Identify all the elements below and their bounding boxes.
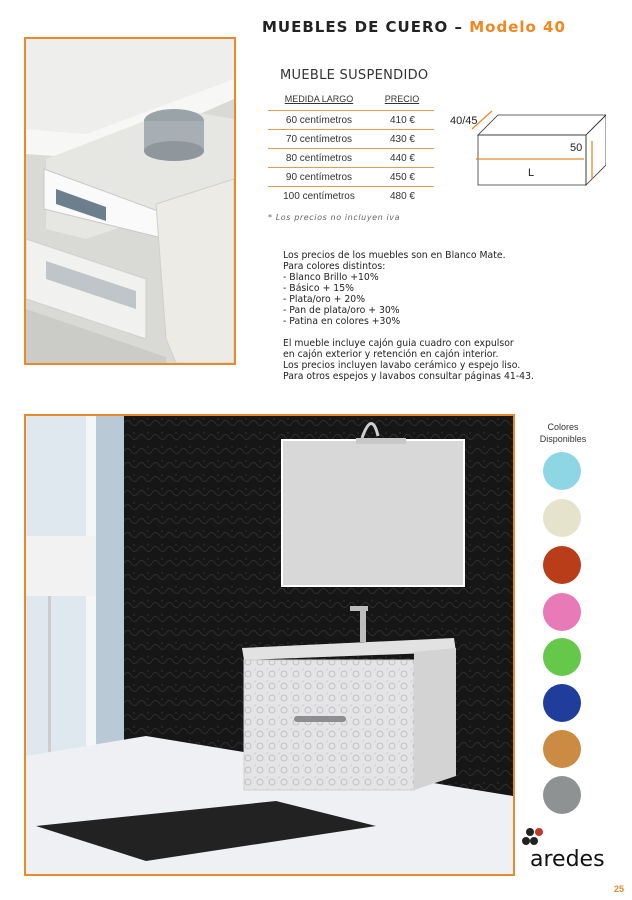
info-line: El mueble incluye cajón guia cuadro con expulsor (283, 338, 514, 349)
price-cell: 450 € (370, 168, 434, 187)
info-line: - Blanco Brillo +10% (283, 272, 379, 283)
bathroom-scene-illustration (26, 416, 513, 874)
table-row (268, 130, 434, 149)
pricing-info (283, 250, 603, 393)
bathroom-scene-photo (24, 414, 515, 876)
price-cell: 440 € (370, 149, 434, 168)
table-row (268, 149, 434, 168)
info-line: Para colores distintos: (283, 261, 386, 272)
inclusions-paragraph (283, 338, 603, 382)
info-line: - Patina en colores +30% (283, 316, 401, 327)
price-cell: 480 € (370, 187, 434, 206)
drawer-detail-illustration (26, 39, 234, 363)
size-cell: 90 centímetros (268, 168, 370, 187)
info-line: en cajón exterior y retención en cajón interior. (283, 349, 499, 360)
depth-label: 40/45 (450, 115, 478, 127)
info-line: - Básico + 15% (283, 283, 354, 294)
product-subtitle: MUEBLE SUSPENDIDO (280, 68, 429, 83)
size-cell: 70 centímetros (268, 130, 370, 149)
info-line: Los precios de los muebles son en Blanco Mate. (283, 250, 506, 261)
color-swatch-copper (543, 730, 581, 768)
color-swatch-green (543, 638, 581, 676)
title-model: Modelo 40 (469, 18, 566, 36)
info-line: - Plata/oro + 20% (283, 294, 366, 305)
info-line: Los precios incluyen lavabo cerámico y espejo liso. (283, 360, 521, 371)
color-swatch-rust (543, 546, 581, 584)
table-row (268, 187, 434, 206)
color-swatch-gray (543, 776, 581, 814)
size-cell: 100 centímetros (268, 187, 370, 206)
price-cell: 410 € (370, 111, 434, 130)
info-line: - Pan de plata/oro + 30% (283, 305, 400, 316)
table-row (268, 111, 434, 130)
page-title (262, 18, 566, 36)
size-cell: 60 centímetros (268, 111, 370, 130)
table-header-row (268, 92, 434, 111)
color-swatch-blue (543, 684, 581, 722)
dimension-diagram (446, 107, 606, 187)
brand-logo (522, 826, 622, 872)
size-cell: 80 centímetros (268, 149, 370, 168)
color-swatch-light-blue (543, 452, 581, 490)
color-swatch-pink (543, 593, 581, 631)
price-note: * Los precios no incluyen iva (268, 213, 401, 222)
colors-available-title: Colores Disponibles (539, 422, 587, 444)
column-header-price: PRECIO (384, 94, 420, 104)
column-header-size: MEDIDA LARGO (284, 94, 354, 104)
brand-name: aredes (530, 847, 605, 872)
price-table (268, 92, 434, 205)
price-cell: 430 € (370, 130, 434, 149)
drawer-detail-photo (24, 37, 236, 365)
title-main: MUEBLES DE CUERO (262, 18, 449, 36)
title-separator: – (454, 18, 464, 36)
height-label: 50 (570, 142, 583, 154)
color-swatch-cream (543, 499, 581, 537)
info-line: Para otros espejos y lavabos consultar páginas 41-43. (283, 371, 534, 382)
length-label: L (528, 167, 535, 179)
table-row (268, 168, 434, 187)
color-pricing-paragraph (283, 250, 603, 327)
page-number: 25 (614, 884, 625, 894)
